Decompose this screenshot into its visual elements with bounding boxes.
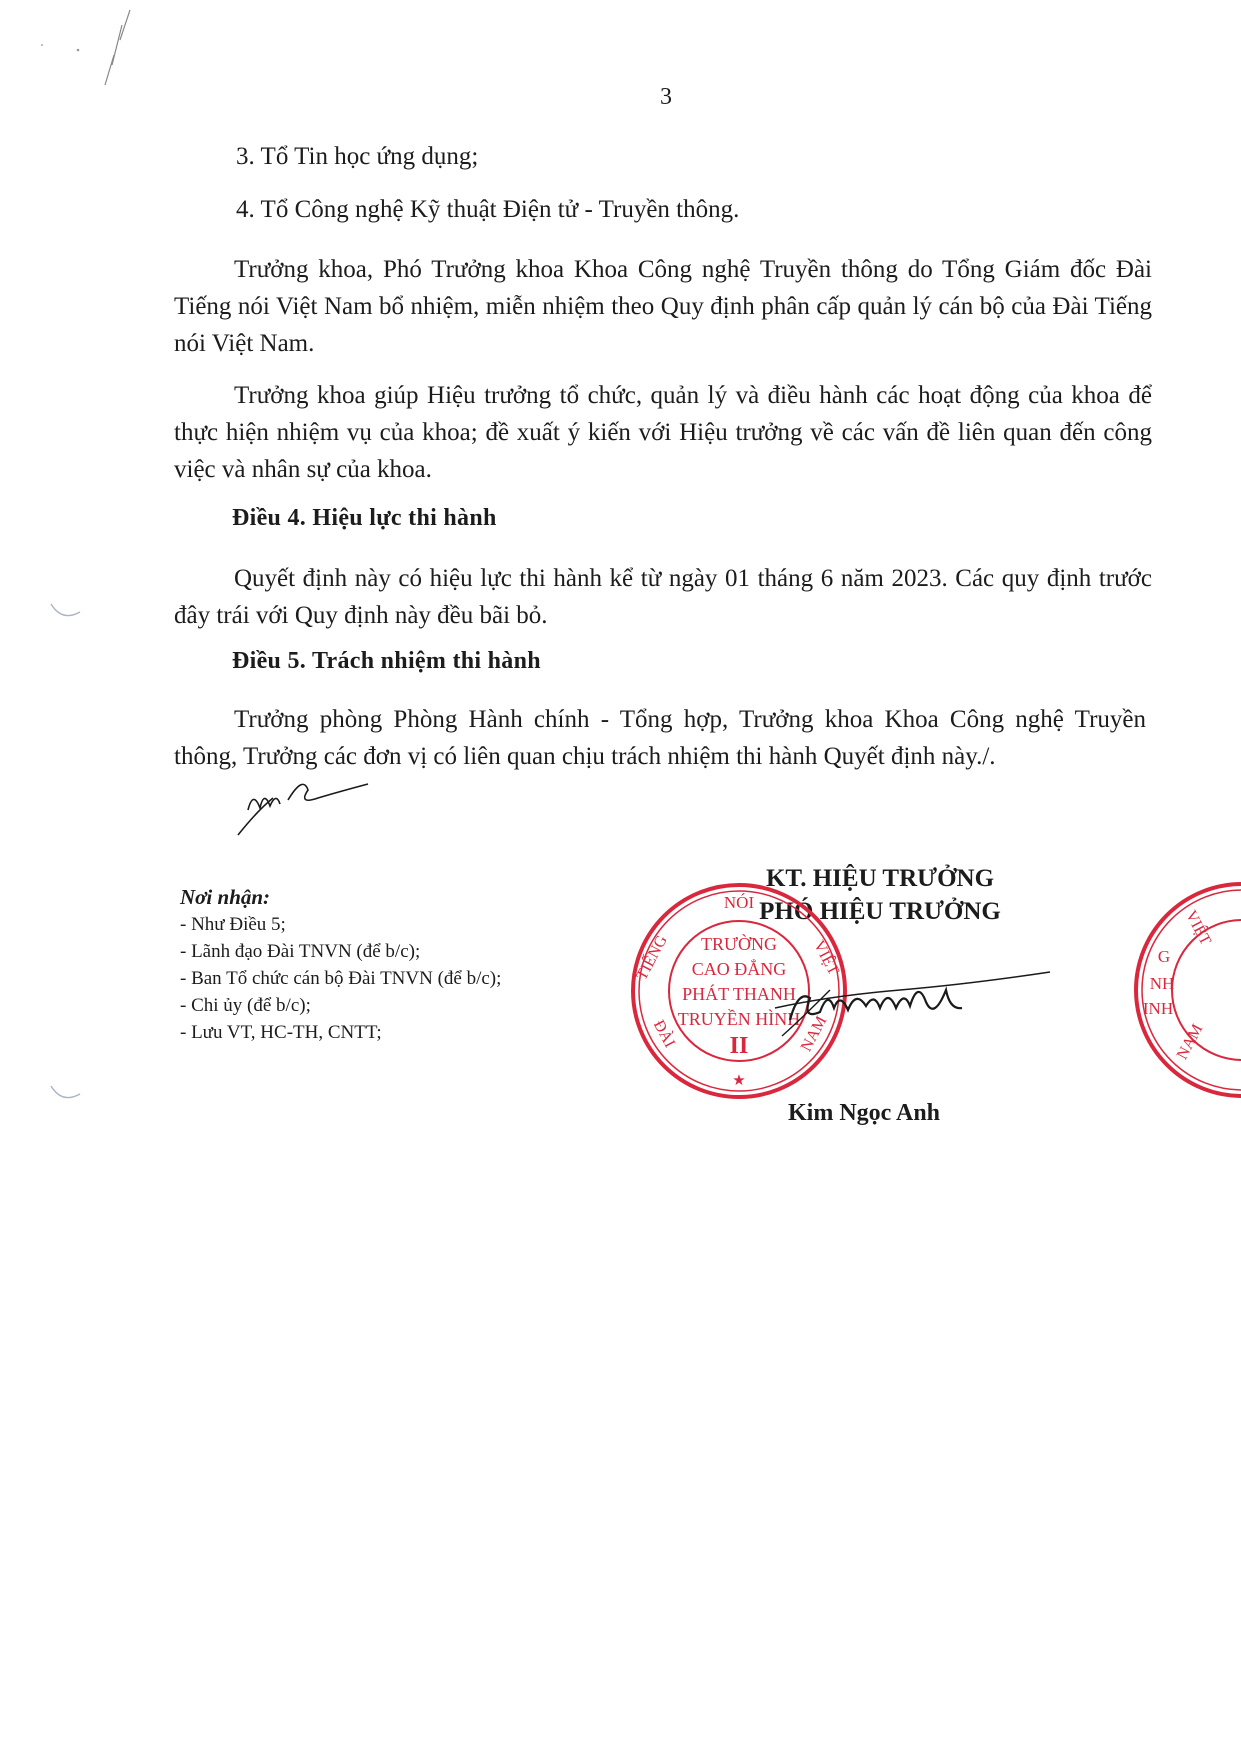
page-number: 3: [660, 84, 672, 110]
partial-stamp-line-1: G: [1157, 947, 1171, 966]
recipient-item: - Ban Tổ chức cán bộ Đài TNVN (để b/c);: [180, 968, 502, 989]
stamp-ring-right: VIỆT: [809, 937, 843, 978]
stamp-center-line-4: TRUYỀN HÌNH: [677, 1009, 801, 1029]
list-item-3: 3. Tổ Tin học ứng dụng;: [236, 143, 479, 170]
paragraph-faculty-heads-appointment: Trưởng khoa, Phó Trưởng khoa Khoa Công nghệ Truyền thông do Tổng Giám đốc Đài Tiếng nói Việt Nam bổ nhiệm, miễn nhiệm theo Quy định phân cấp quản lý cán bộ của Đài Tiếng nói Việt Nam.: [174, 256, 1152, 357]
scan-mark-top-left: [30, 5, 140, 95]
signature-title-line-1: KT. HIỆU TRƯỞNG: [765, 865, 995, 892]
initials-signature: [228, 770, 388, 840]
partial-stamp-ring: VIỆT: [1181, 907, 1215, 948]
paragraph-effective-date: Quyết định này có hiệu lực thi hành kể từ ngày 01 tháng 6 năm 2023. Các quy định trước đây trái với Quy định này đều bãi bỏ.: [174, 565, 1152, 629]
stamp-center-line-5: II: [729, 1033, 749, 1059]
punch-hole-mark-lower: [48, 1082, 84, 1108]
recipient-item: - Như Điều 5;: [180, 914, 286, 935]
article-4-heading: Điều 4. Hiệu lực thi hành: [232, 505, 497, 531]
stamp-center-line-2: CAO ĐẲNG: [691, 959, 787, 979]
recipient-item: - Chi ủy (để b/c);: [180, 995, 311, 1016]
partial-stamp-line-3: INH: [1142, 999, 1174, 1018]
recipient-item: - Lưu VT, HC-TH, CNTT;: [180, 1022, 382, 1043]
recipients-block: [180, 884, 501, 1046]
partial-stamp-ring-2: NAM: [1173, 1021, 1207, 1063]
paragraph-responsibility: Trưởng phòng Phòng Hành chính - Tổng hợp, Trưởng khoa Khoa Công nghệ Truyền thông, Trưởng các đơn vị có liên quan chịu trách nhiệm thi hành Quyết định này./.: [174, 706, 1146, 770]
recipients-title: Nơi nhận:: [180, 885, 271, 909]
punch-hole-mark-upper: [48, 600, 84, 626]
signature-title-line-2: PHÓ HIỆU TRƯỞNG: [759, 898, 1001, 925]
paragraph-faculty-head-duties: Trưởng khoa giúp Hiệu trưởng tổ chức, quản lý và điều hành các hoạt động của khoa để thực hiện nhiệm vụ của khoa; đề xuất ý kiến với Hiệu trưởng về các vấn đề liên quan đến công việc và nhân sự của khoa.: [174, 382, 1152, 483]
stamp-ring-top: NÓI: [723, 893, 755, 912]
stamp-star-icon: ★: [732, 1071, 746, 1089]
handwritten-signature: [770, 950, 1060, 1050]
stamp-ring-bottom-right: NAM: [797, 1013, 831, 1055]
signer-name: Kim Ngọc Anh: [788, 1100, 941, 1126]
recipient-item: - Lãnh đạo Đài TNVN (để b/c);: [180, 941, 421, 962]
article-5-heading: Điều 5. Trách nhiệm thi hành: [232, 648, 541, 674]
stamp-ring-bottom-left: ĐÀI: [649, 1017, 679, 1051]
partial-stamp: [1124, 880, 1241, 1100]
partial-stamp-line-2: NH: [1149, 974, 1175, 993]
stamp-ring-left: TIẾNG: [633, 932, 671, 984]
stamp-center-line-3: PHÁT THANH: [682, 984, 796, 1004]
stamp-center-line-1: TRƯỜNG: [701, 934, 777, 954]
list-item-4: 4. Tổ Công nghệ Kỹ thuật Điện tử - Truyền thông.: [236, 196, 740, 223]
